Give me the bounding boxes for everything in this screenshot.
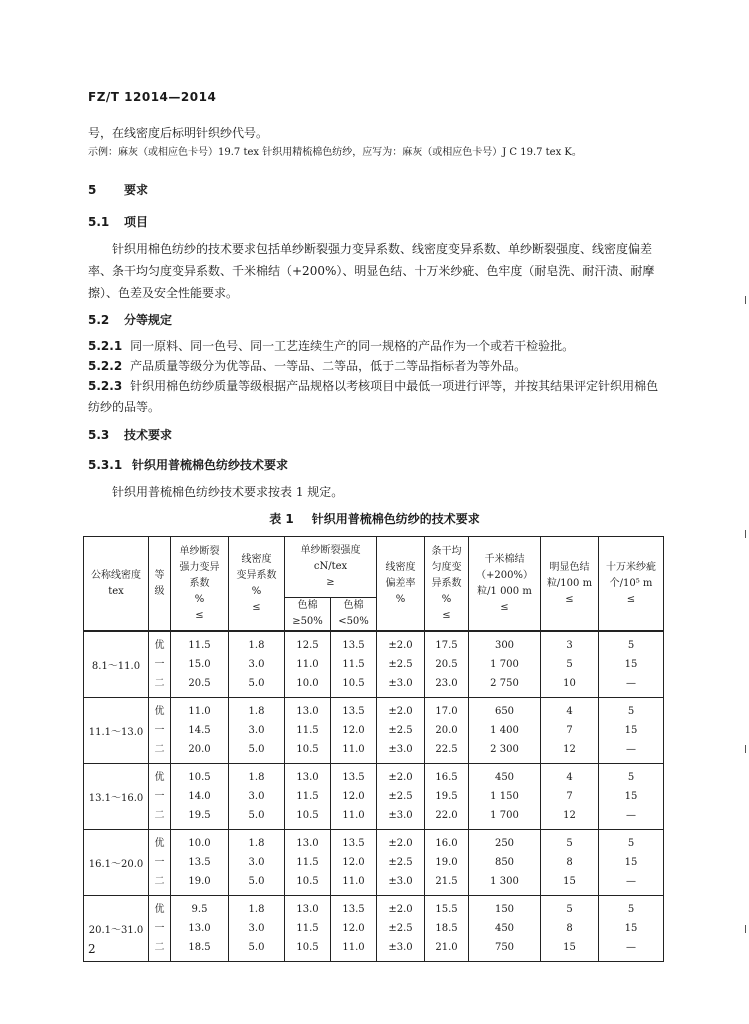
cell-yarn-faults: — <box>599 740 664 764</box>
table-row <box>84 787 664 806</box>
header-color-knots <box>541 537 599 632</box>
cell-tenacity-lt50: 10.5 <box>331 674 377 698</box>
cell-evenness: 22.0 <box>425 806 469 830</box>
cell-neps: 1 150 <box>469 787 541 806</box>
cell-density-deviation: ±2.5 <box>377 655 425 674</box>
cell-neps: 750 <box>469 938 541 962</box>
cell-neps: 650 <box>469 698 541 722</box>
page-number: 2 <box>88 942 96 956</box>
cell-color-knots: 8 <box>541 853 599 872</box>
header-label: 条干均 匀度变 异系数 % ≤ <box>431 545 462 621</box>
clause-text: 产品质量等级分为优等品、一等品、二等品，低于二等品指标者为等外品。 <box>130 359 527 373</box>
cell-cv-strength: 11.0 <box>171 698 229 722</box>
cell-density-deviation: ±2.0 <box>377 631 425 655</box>
cell-grade: 一 <box>149 787 171 806</box>
table-row <box>84 806 664 830</box>
section-5-1-heading <box>88 213 148 230</box>
cell-cv-strength: 20.0 <box>171 740 229 764</box>
table-row <box>84 764 664 788</box>
cell-tenacity-ge50: 10.5 <box>285 938 331 962</box>
header-label: 千米棉结 （+200%） 粒/1 000 m ≤ <box>476 553 533 613</box>
cell-density-deviation: ±2.0 <box>377 764 425 788</box>
cell-neps: 1 700 <box>469 655 541 674</box>
cell-density-deviation: ±3.0 <box>377 806 425 830</box>
cell-grade: 优 <box>149 764 171 788</box>
header-grade <box>149 537 171 632</box>
header-label: 十万米纱疵 个/10⁵ m ≤ <box>606 561 656 605</box>
section-title: 分等规定 <box>124 313 173 327</box>
cell-cv-strength: 14.0 <box>171 787 229 806</box>
scan-edge-mark <box>745 530 746 538</box>
cell-density-deviation: ±3.0 <box>377 740 425 764</box>
table-row <box>84 674 664 698</box>
cell-tenacity-lt50: 11.0 <box>331 938 377 962</box>
cell-tenacity-ge50: 11.5 <box>285 919 331 938</box>
cell-cv-strength: 13.0 <box>171 919 229 938</box>
section-number: 5.1 <box>88 215 110 229</box>
cell-grade: 优 <box>149 631 171 655</box>
cell-cv-density: 1.8 <box>229 896 285 920</box>
cell-cv-density: 1.8 <box>229 830 285 854</box>
table-row <box>84 872 664 896</box>
cell-yarn-faults: 5 <box>599 631 664 655</box>
cell-grade: 优 <box>149 896 171 920</box>
cell-grade: 一 <box>149 655 171 674</box>
cell-tenacity-ge50: 11.5 <box>285 787 331 806</box>
cell-evenness: 22.5 <box>425 740 469 764</box>
section-number: 5.3 <box>88 428 110 442</box>
header-cv-strength <box>171 537 229 632</box>
cell-yarn-faults: 15 <box>599 919 664 938</box>
cell-density-deviation: ±2.5 <box>377 787 425 806</box>
cell-color-knots: 5 <box>541 655 599 674</box>
section-title: 技术要求 <box>124 428 173 442</box>
cell-evenness: 19.0 <box>425 853 469 872</box>
header-density <box>84 537 149 632</box>
cell-density-deviation: ±3.0 <box>377 938 425 962</box>
cell-cv-strength: 14.5 <box>171 721 229 740</box>
section-title: 针织用普梳棉色纺纱技术要求 <box>132 458 289 472</box>
cell-neps: 450 <box>469 919 541 938</box>
cell-evenness: 19.5 <box>425 787 469 806</box>
cell-tenacity-ge50: 11.0 <box>285 655 331 674</box>
cell-tenacity-lt50: 11.0 <box>331 806 377 830</box>
cell-yarn-faults: — <box>599 938 664 962</box>
cell-cv-strength: 10.5 <box>171 764 229 788</box>
table-row <box>84 919 664 938</box>
header-label: 明显色结 粒/100 m ≤ <box>546 561 593 605</box>
cell-density-deviation: ±3.0 <box>377 872 425 896</box>
cell-tenacity-ge50: 13.0 <box>285 830 331 854</box>
section-5-2-heading <box>88 311 172 328</box>
cell-color-knots: 3 <box>541 631 599 655</box>
section-5-heading <box>88 181 148 198</box>
cell-evenness: 16.0 <box>425 830 469 854</box>
cell-yarn-faults: — <box>599 806 664 830</box>
header-label: 单纱断裂强度 cN/tex ≥ <box>300 545 361 588</box>
section-number: 5.3.1 <box>88 458 123 472</box>
table-number: 表 1 <box>269 512 294 526</box>
cell-evenness: 20.5 <box>425 655 469 674</box>
cell-tenacity-lt50: 11.0 <box>331 740 377 764</box>
cell-evenness: 17.5 <box>425 631 469 655</box>
cell-density: 8.1～11.0 <box>84 631 149 698</box>
table-caption <box>0 510 749 527</box>
cell-density: 20.1～31.0 <box>84 896 149 962</box>
cell-color-knots: 12 <box>541 740 599 764</box>
cell-grade: 优 <box>149 698 171 722</box>
scan-edge-mark <box>745 745 746 753</box>
cell-cv-density: 5.0 <box>229 938 285 962</box>
cell-cv-strength: 13.5 <box>171 853 229 872</box>
header-evenness <box>425 537 469 632</box>
cell-density-deviation: ±2.0 <box>377 896 425 920</box>
spec-table-body <box>84 631 664 962</box>
scan-edge-mark <box>745 296 746 304</box>
naming-example: 示例：麻灰（或相应色卡号）19.7 tex 针织用精梳棉色纺纱，应写为：麻灰（或相应色卡号）J C 19.7 tex K。 <box>88 147 582 158</box>
header-tenacity <box>285 537 377 598</box>
clause-number: 5.2.3 <box>88 379 123 393</box>
cell-density: 16.1～20.0 <box>84 830 149 896</box>
cell-cv-density: 3.0 <box>229 655 285 674</box>
cell-evenness: 15.5 <box>425 896 469 920</box>
cell-cv-density: 5.0 <box>229 674 285 698</box>
cell-yarn-faults: 5 <box>599 764 664 788</box>
header-label: 等 级 <box>154 569 165 597</box>
section-title: 项目 <box>124 215 149 229</box>
cell-grade: 二 <box>149 872 171 896</box>
cell-neps: 1 400 <box>469 721 541 740</box>
cell-tenacity-ge50: 12.5 <box>285 631 331 655</box>
standard-code: FZ/T 12014—2014 <box>88 90 217 104</box>
cell-cv-strength: 9.5 <box>171 896 229 920</box>
cell-cv-density: 5.0 <box>229 806 285 830</box>
section-5-1-body: 针织用棉色纺纱的技术要求包括单纱断裂强力变异系数、线密度变异系数、单纱断裂强度、线密度偏差率、条干均匀度变异系数、千米棉结（+200%）、明显色结、十万米纱疵、色牢度（耐皂洗、耐汗渍、耐摩擦）、色差及安全性能要求。 <box>88 242 655 300</box>
cell-neps: 300 <box>469 631 541 655</box>
table-row <box>84 740 664 764</box>
cell-neps: 2 300 <box>469 740 541 764</box>
cell-evenness: 18.5 <box>425 919 469 938</box>
cell-tenacity-lt50: 12.0 <box>331 919 377 938</box>
cell-density-deviation: ±2.0 <box>377 830 425 854</box>
header-neps <box>469 537 541 632</box>
clause-5-2-1 <box>88 336 660 357</box>
cell-yarn-faults: 15 <box>599 853 664 872</box>
cell-density-deviation: ±2.5 <box>377 721 425 740</box>
cell-tenacity-lt50: 13.5 <box>331 830 377 854</box>
cell-cv-density: 5.0 <box>229 872 285 896</box>
table-row <box>84 896 664 920</box>
cell-grade: 二 <box>149 938 171 962</box>
cell-tenacity-ge50: 11.5 <box>285 853 331 872</box>
header-label: 线密度 变异系数 % ≤ <box>236 553 277 613</box>
cell-cv-strength: 20.5 <box>171 674 229 698</box>
clause-number: 5.2.1 <box>88 339 123 353</box>
cell-color-knots: 4 <box>541 698 599 722</box>
section-5-3-1-heading <box>88 456 288 473</box>
cell-evenness: 16.5 <box>425 764 469 788</box>
header-tenacity-color-ge50 <box>285 598 331 632</box>
cell-density-deviation: ±3.0 <box>377 674 425 698</box>
cell-cv-density: 3.0 <box>229 853 285 872</box>
spec-table <box>83 536 664 962</box>
cell-yarn-faults: — <box>599 674 664 698</box>
cell-density-deviation: ±2.5 <box>377 919 425 938</box>
cell-yarn-faults: 15 <box>599 655 664 674</box>
cell-evenness: 21.5 <box>425 872 469 896</box>
cell-yarn-faults: 5 <box>599 698 664 722</box>
cell-density-deviation: ±2.5 <box>377 853 425 872</box>
clause-number: 5.2.2 <box>88 359 123 373</box>
cell-cv-strength: 11.5 <box>171 631 229 655</box>
cell-evenness: 23.0 <box>425 674 469 698</box>
cell-cv-density: 1.8 <box>229 764 285 788</box>
table-row <box>84 631 664 655</box>
table-row <box>84 938 664 962</box>
cell-color-knots: 5 <box>541 830 599 854</box>
cell-grade: 一 <box>149 721 171 740</box>
cell-color-knots: 10 <box>541 674 599 698</box>
cell-cv-strength: 15.0 <box>171 655 229 674</box>
cell-tenacity-lt50: 12.0 <box>331 787 377 806</box>
table-title: 针织用普梳棉色纺纱的技术要求 <box>311 512 480 526</box>
section-number: 5.2 <box>88 313 110 327</box>
cell-neps: 1 300 <box>469 872 541 896</box>
cell-cv-strength: 19.5 <box>171 806 229 830</box>
header-label: 线密度 偏差率 % <box>385 561 416 605</box>
cell-cv-density: 5.0 <box>229 740 285 764</box>
cell-color-knots: 7 <box>541 787 599 806</box>
cell-color-knots: 5 <box>541 896 599 920</box>
clause-text: 针织用棉色纺纱质量等级根据产品规格以考核项目中最低一项进行评等，并按其结果评定针织用棉色纺纱的品等。 <box>88 379 659 414</box>
header-density-deviation <box>377 537 425 632</box>
cell-tenacity-ge50: 13.0 <box>285 698 331 722</box>
cell-neps: 2 750 <box>469 674 541 698</box>
section-5-3-1-body: 针织用普梳棉色纺纱技术要求按表 1 规定。 <box>112 485 344 499</box>
scan-edge-mark <box>745 925 746 933</box>
table-row <box>84 655 664 674</box>
clause-5-2-3 <box>88 376 660 418</box>
cell-evenness: 20.0 <box>425 721 469 740</box>
cell-grade: 二 <box>149 740 171 764</box>
cell-yarn-faults: 15 <box>599 721 664 740</box>
cell-cv-density: 3.0 <box>229 721 285 740</box>
table-row <box>84 698 664 722</box>
table-row <box>84 721 664 740</box>
cell-tenacity-ge50: 13.0 <box>285 764 331 788</box>
cell-neps: 250 <box>469 830 541 854</box>
header-label: 色棉 ≥50% <box>292 600 323 627</box>
cell-yarn-faults: — <box>599 872 664 896</box>
table-row <box>84 830 664 854</box>
cell-tenacity-lt50: 11.5 <box>331 655 377 674</box>
cell-tenacity-lt50: 13.5 <box>331 896 377 920</box>
header-label: 色棉 <50% <box>338 600 369 627</box>
cell-density: 13.1～16.0 <box>84 764 149 830</box>
cell-tenacity-ge50: 11.5 <box>285 721 331 740</box>
cell-tenacity-lt50: 12.0 <box>331 721 377 740</box>
cell-tenacity-lt50: 13.5 <box>331 698 377 722</box>
cell-tenacity-ge50: 10.5 <box>285 806 331 830</box>
section-number: 5 <box>88 183 97 197</box>
table-row <box>84 853 664 872</box>
cell-neps: 150 <box>469 896 541 920</box>
header-cv-density <box>229 537 285 632</box>
cell-tenacity-ge50: 10.0 <box>285 674 331 698</box>
cell-tenacity-lt50: 13.5 <box>331 764 377 788</box>
cell-density-deviation: ±2.0 <box>377 698 425 722</box>
cell-cv-density: 1.8 <box>229 698 285 722</box>
cell-yarn-faults: 5 <box>599 896 664 920</box>
cell-neps: 450 <box>469 764 541 788</box>
cell-color-knots: 15 <box>541 872 599 896</box>
section-title: 要求 <box>124 183 149 197</box>
cell-tenacity-lt50: 13.5 <box>331 631 377 655</box>
cell-tenacity-ge50: 10.5 <box>285 740 331 764</box>
cell-neps: 850 <box>469 853 541 872</box>
cell-grade: 二 <box>149 806 171 830</box>
cell-grade: 二 <box>149 674 171 698</box>
cell-color-knots: 15 <box>541 938 599 962</box>
cell-color-knots: 8 <box>541 919 599 938</box>
cell-yarn-faults: 15 <box>599 787 664 806</box>
cell-cv-strength: 10.0 <box>171 830 229 854</box>
cell-tenacity-lt50: 11.0 <box>331 872 377 896</box>
clause-5-2-2 <box>88 356 660 377</box>
cell-tenacity-ge50: 13.0 <box>285 896 331 920</box>
cell-cv-strength: 19.0 <box>171 872 229 896</box>
cell-grade: 一 <box>149 853 171 872</box>
intro-line: 号，在线密度后标明针织纱代号。 <box>88 126 269 140</box>
cell-density: 11.1～13.0 <box>84 698 149 764</box>
cell-cv-strength: 18.5 <box>171 938 229 962</box>
cell-cv-density: 1.8 <box>229 631 285 655</box>
cell-evenness: 17.0 <box>425 698 469 722</box>
cell-grade: 优 <box>149 830 171 854</box>
cell-cv-density: 3.0 <box>229 787 285 806</box>
cell-neps: 1 700 <box>469 806 541 830</box>
cell-tenacity-ge50: 10.5 <box>285 872 331 896</box>
header-label: 单纱断裂 强力变异 系数 % ≤ <box>179 545 220 621</box>
header-tenacity-color-lt50 <box>331 598 377 632</box>
cell-color-knots: 12 <box>541 806 599 830</box>
cell-grade: 一 <box>149 919 171 938</box>
clause-text: 同一原料、同一色号、同一工艺连续生产的同一规格的产品作为一个或若干检验批。 <box>130 339 575 353</box>
cell-tenacity-lt50: 12.0 <box>331 853 377 872</box>
header-yarn-faults <box>599 537 664 632</box>
cell-cv-density: 3.0 <box>229 919 285 938</box>
cell-color-knots: 7 <box>541 721 599 740</box>
cell-yarn-faults: 5 <box>599 830 664 854</box>
header-label: 公称线密度 tex <box>91 569 141 597</box>
cell-color-knots: 4 <box>541 764 599 788</box>
section-5-3-heading <box>88 426 172 443</box>
cell-evenness: 21.0 <box>425 938 469 962</box>
